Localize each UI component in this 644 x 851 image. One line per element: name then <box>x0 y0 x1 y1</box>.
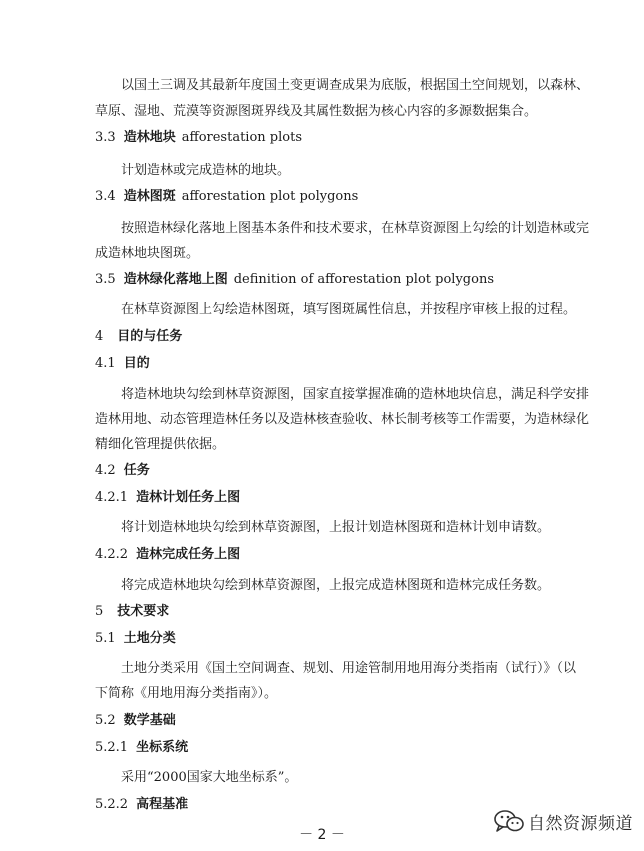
paragraph-line: 草原、湿地、荒漠等资源图斑界线及其属性数据为核心内容的多源数据集合。 <box>95 104 538 119</box>
page-number: － 2 － <box>299 827 345 843</box>
section-title: 造林图斑 <box>123 189 176 204</box>
section-title: 任务 <box>123 463 150 478</box>
section-heading-4-1 <box>95 356 150 372</box>
section-title: 目的 <box>123 356 150 371</box>
section-title: 造林绿化落地上图 <box>123 272 228 287</box>
section-title: 造林完成任务上图 <box>136 547 241 562</box>
wechat-icon <box>493 809 525 833</box>
section-heading-5 <box>95 604 169 620</box>
section-heading-5-2-1 <box>95 740 188 756</box>
watermark <box>493 809 633 833</box>
paragraph-line: 将造林地块勾绘到林草资源图，国家直接掌握准确的造林地块信息，满足科学安排 <box>121 387 590 402</box>
section-number: 5 <box>95 604 104 619</box>
section-heading-4-2-1 <box>95 490 240 506</box>
section-heading-5-2-2 <box>95 797 188 813</box>
paragraph-line: 下简称《用地用海分类指南》）。 <box>95 686 278 701</box>
section-title-en: afforestation plot polygons <box>181 189 359 204</box>
section-number: 4.2.2 <box>95 547 129 562</box>
section-title: 造林地块 <box>123 130 176 145</box>
section-heading-5-2 <box>95 713 176 729</box>
section-title-en: afforestation plots <box>181 130 302 145</box>
section-heading-3-3 <box>95 130 302 146</box>
section-number: 5.1 <box>95 631 116 646</box>
section-heading-3-5 <box>95 272 494 288</box>
paragraph-line: 土地分类采用《国土空间调查、规划、用途管制用地用海分类指南（试行）》（以 <box>121 661 577 676</box>
section-title: 造林计划任务上图 <box>136 490 241 505</box>
section-title: 数学基础 <box>123 713 176 728</box>
paragraph-line: 造林用地、动态管理造林任务以及造林核查验收、林长制考核等工作需要，为造林绿化 <box>95 412 590 427</box>
section-number: 4.1 <box>95 356 116 371</box>
paragraph-line: 在林草资源图上勾绘造林图斑，填写图斑属性信息，并按程序审核上报的过程。 <box>121 302 577 317</box>
section-title: 土地分类 <box>123 631 176 646</box>
section-title-en: definition of afforestation plot polygons <box>233 272 494 287</box>
section-title: 技术要求 <box>117 604 170 619</box>
section-number: 5.2.2 <box>95 797 129 812</box>
section-title: 高程基准 <box>136 797 189 812</box>
section-heading-4-2 <box>95 463 150 479</box>
section-number: 5.2 <box>95 713 116 728</box>
section-title: 坐标系统 <box>136 740 189 755</box>
section-number: 5.2.1 <box>95 740 129 755</box>
section-title: 目的与任务 <box>117 329 183 344</box>
section-number: 3.3 <box>95 130 116 145</box>
paragraph-line: 精细化管理提供依据。 <box>95 437 226 452</box>
paragraph-line: 采用“2000国家大地坐标系”。 <box>121 770 298 785</box>
paragraph-line: 将完成造林地块勾绘到林草资源图，上报完成造林图斑和造林完成任务数。 <box>121 578 551 593</box>
paragraph-line: 按照造林绿化落地上图基本条件和技术要求，在林草资源图上勾绘的计划造林或完 <box>121 221 590 236</box>
paragraph-line: 将计划造林地块勾绘到林草资源图，上报计划造林图斑和造林计划申请数。 <box>121 520 551 535</box>
section-heading-3-4 <box>95 189 358 205</box>
section-heading-4 <box>95 329 182 345</box>
paragraph-line: 计划造林或完成造林的地块。 <box>121 163 291 178</box>
section-number: 4.2 <box>95 463 116 478</box>
watermark-text: 自然资源频道 <box>528 813 633 834</box>
section-number: 4 <box>95 329 104 344</box>
paragraph-line: 成造林地块图斑。 <box>95 246 200 261</box>
section-heading-4-2-2 <box>95 547 240 563</box>
section-number: 3.5 <box>95 272 116 287</box>
paragraph-line: 以国土三调及其最新年度国土变更调查成果为底版，根据国土空间规划，以森林、 <box>121 78 590 93</box>
section-number: 3.4 <box>95 189 116 204</box>
section-heading-5-1 <box>95 631 176 647</box>
section-number: 4.2.1 <box>95 490 129 505</box>
